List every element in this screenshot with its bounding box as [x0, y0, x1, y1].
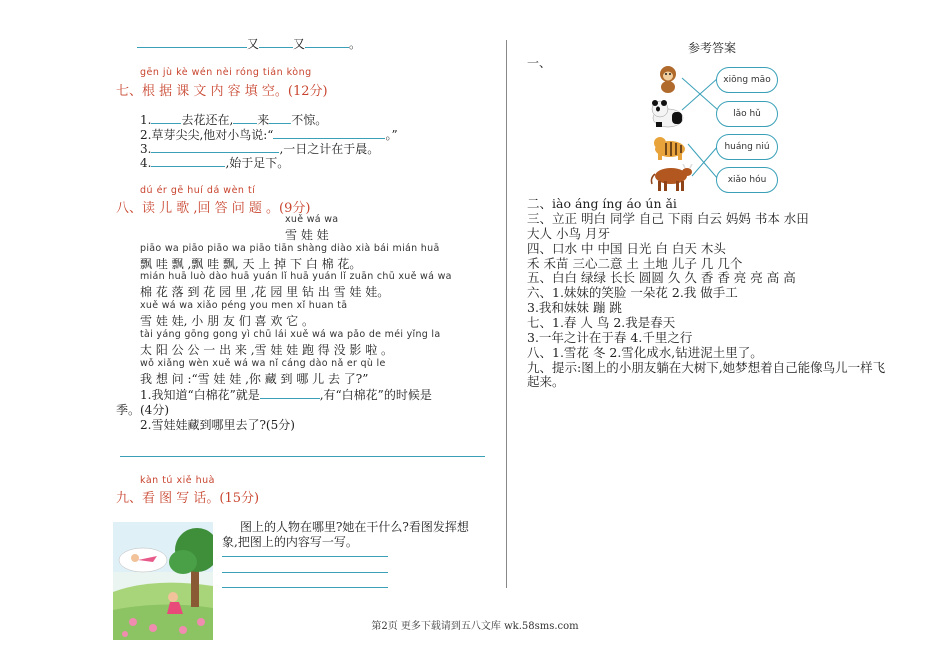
q7-pinyin: gēn jù kè wén nèi róng tián kòng [140, 67, 312, 78]
poem-line-1: 飘 哇 飘 ,飘 哇 飘, 天 上 掉 下 白 棉 花。 [140, 257, 362, 271]
answer-8: 八、1.雪花 冬 2.雪化成水,钻进泥土里了。 [527, 345, 763, 360]
pinyin-pill-2: lǎo hǔ [716, 101, 778, 127]
q9-title: 九、看 图 写 话。(15分) [116, 491, 260, 506]
poem-line-4-pinyin: tài yáng gōng gong yì chū lái xuě wá wa pǎo de méi yǐng la [140, 329, 441, 340]
q7-item-2: 2.草芽尖尖,他对小鸟说:“ 。” [140, 128, 398, 142]
poem-line-4: 太 阳 公 公 一 出 来 ,雪 娃 娃 跑 得 没 影 啦 。 [140, 343, 394, 357]
blank[interactable] [137, 35, 247, 48]
q7-item-3: 3. ,一日之计在于晨。 [140, 142, 380, 156]
q7-item-4: 4. ,始于足下。 [140, 156, 290, 170]
answer-2: 二、iào áng íng áo ún ǎi [527, 196, 677, 211]
answer-line[interactable] [120, 456, 485, 457]
q9-pinyin: kàn tú xiě huà [140, 475, 215, 486]
q8-sub1: 1.我知道“白棉花”就是 ,有“白棉花”的时候是 [140, 388, 432, 402]
poem-line-1-pinyin: piāo wa piāo piāo wa piāo tiān shàng diào xià bái mián huā [140, 243, 440, 254]
answer-6-cont: 3.我和妹妹 蹦 跳 [527, 300, 622, 315]
q8-pinyin: dú ér gē huí dá wèn tí [140, 185, 256, 196]
writing-line[interactable] [222, 587, 388, 588]
answer-section-1-label: 一、 [527, 56, 552, 70]
blank[interactable] [260, 386, 320, 399]
q8-sub1-wrap: 季。(4分) [116, 403, 169, 417]
blank[interactable] [259, 35, 293, 48]
q9-prompt-2: 象,把图上的内容写一写。 [222, 535, 358, 549]
poem-title-pinyin: xuě wá wa [285, 214, 339, 225]
answer-6: 六、1.妹妹的笑脸 一朵花 2.我 做手工 [527, 285, 738, 300]
poem-line-3: 雪 娃 娃, 小 朋 友 们 喜 欢 它 。 [140, 314, 314, 328]
blank[interactable] [273, 126, 385, 139]
answer-3-cont: 大人 小鸟 月牙 [527, 226, 610, 241]
poem-line-5: 我 想 问 :“雪 娃 娃 ,你 藏 到 哪 儿 去 了?” [140, 372, 369, 386]
q9-prompt-1: 图上的人物在哪里?她在干什么?看图发挥想 [240, 520, 469, 534]
blank[interactable] [233, 111, 257, 124]
tiger-icon [652, 133, 688, 161]
q8-title: 八、读 儿 歌 ,回 答 问 题 。(9分) [116, 201, 311, 216]
answer-9: 九、提示:图上的小朋友躺在大树下,她梦想着自己能像鸟儿一样飞 [527, 360, 886, 375]
blank[interactable] [269, 111, 291, 124]
answer-7: 七、1.春 人 鸟 2.我是春天 [527, 315, 676, 330]
answer-4: 四、口水 中 中国 日光 白 白天 木头 [527, 241, 726, 256]
poem-line-5-pinyin: wǒ xiǎng wèn xuě wá wa nǐ cáng dào nǎ er qù le [140, 358, 386, 369]
page-footer: 第2页 更多下载请到五八文库 wk.58sms.com [371, 621, 579, 632]
answer-7-cont: 3.一年之计在于春 4.千里之行 [527, 330, 693, 345]
blank[interactable] [151, 154, 225, 167]
answer-4-cont: 禾 禾苗 三心二意 土 土地 儿子 几 几个 [527, 256, 743, 271]
cow-icon [647, 164, 693, 192]
poem-line-2: 棉 花 落 到 花 园 里 ,花 园 里 钻 出 雪 娃 娃。 [140, 285, 390, 299]
answers-heading: 参考答案 [688, 41, 737, 55]
poem-line-2-pinyin: mián huā luò dào huā yuán lǐ huā yuán lǐ zuān chū xuě wá wa [140, 271, 452, 282]
q7-item-1: 1. 去花还在, 来 不惊。 [140, 113, 328, 127]
pinyin-pill-1: xiōng māo [716, 67, 778, 93]
answer-9-cont: 起来。 [527, 374, 565, 389]
q8-sub2: 2.雪娃娃藏到哪里去了?(5分) [140, 418, 295, 432]
column-divider [506, 40, 507, 588]
writing-line[interactable] [222, 572, 388, 573]
panda-icon [650, 98, 686, 128]
writing-line[interactable] [222, 556, 388, 557]
q7-title: 七、根 据 课 文 内 容 填 空。(12分) [116, 84, 328, 99]
answer-3: 三、立正 明白 同学 自己 下雨 白云 妈妈 书本 水田 [527, 211, 809, 226]
blank[interactable] [151, 111, 181, 124]
blank[interactable] [151, 140, 279, 153]
poem-title: 雪 娃 娃 [285, 228, 329, 242]
pinyin-pill-3: huáng niú [716, 134, 778, 160]
answer-5: 五、白白 绿绿 长长 圆圆 久 久 香 香 亮 亮 高 高 [527, 270, 796, 285]
blank[interactable] [305, 35, 349, 48]
monkey-icon [653, 63, 683, 93]
pinyin-pill-4: xiǎo hóu [716, 167, 778, 193]
top-fill-line: 又 又 。 [137, 35, 361, 52]
poem-line-3-pinyin: xuě wá wa xiǎo péng you men xǐ huan tā [140, 300, 348, 311]
